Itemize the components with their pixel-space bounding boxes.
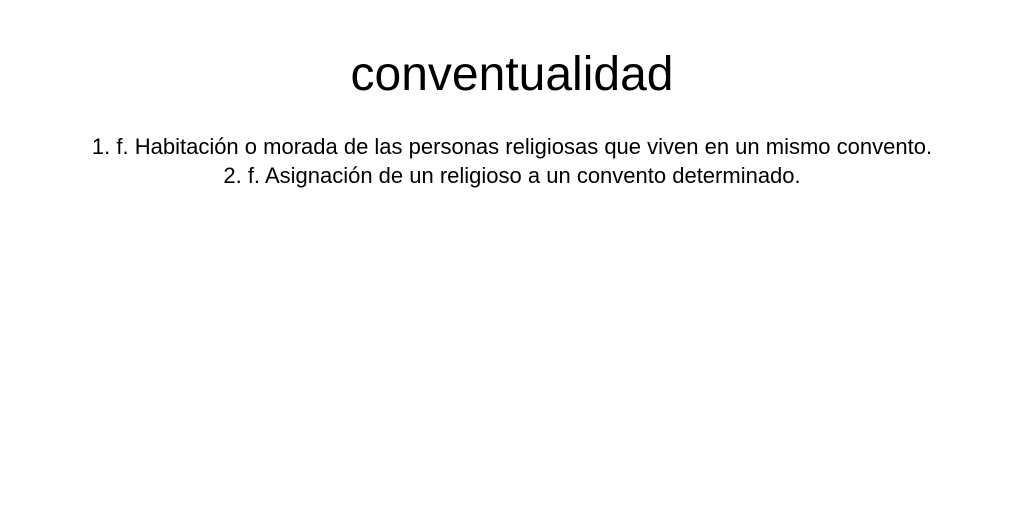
definition-list bbox=[80, 128, 944, 191]
definition-item: 2. f. Asignación de un religioso a un convento determinado. bbox=[223, 163, 801, 188]
headword: conventualidad bbox=[350, 48, 674, 101]
definition-item: 1. f. Habitación o morada de las personas religiosas que viven en un mismo convento. bbox=[91, 134, 933, 159]
